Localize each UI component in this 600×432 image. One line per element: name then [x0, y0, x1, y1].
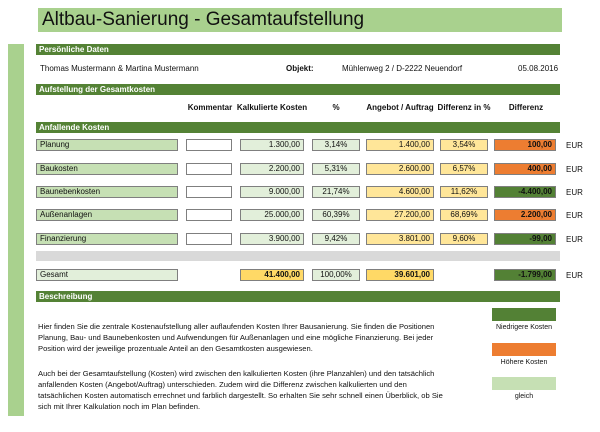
- row-currency: EUR: [566, 165, 583, 174]
- row-calculated[interactable]: 9.000,00: [240, 186, 304, 198]
- row-label: Baunebenkosten: [36, 186, 178, 198]
- row-difference: 400,00: [494, 163, 556, 175]
- row-comment-input[interactable]: [186, 163, 232, 175]
- row-currency: EUR: [566, 235, 583, 244]
- page-title: Altbau-Sanierung - Gesamtaufstellung: [38, 8, 562, 32]
- section-overview: Aufstellung der Gesamtkosten: [36, 84, 560, 95]
- legend-lower-swatch: [492, 308, 556, 321]
- col-header-comment: Kommentar: [187, 103, 233, 112]
- total-percent: 100,00%: [312, 269, 360, 281]
- date-field[interactable]: 05.08.2016: [518, 64, 559, 73]
- col-header-diff-percent: Differenz in %: [437, 103, 491, 112]
- row-calculated[interactable]: 3.900,00: [240, 233, 304, 245]
- col-header-calculated: Kalkulierte Kosten: [236, 103, 308, 112]
- row-percent: 9,42%: [312, 233, 360, 245]
- row-diff-percent: 6,57%: [440, 163, 488, 175]
- row-offer[interactable]: 27.200,00: [366, 209, 434, 221]
- row-calculated[interactable]: 25.000,00: [240, 209, 304, 221]
- row-label: Außenanlagen: [36, 209, 178, 221]
- row-currency: EUR: [566, 141, 583, 150]
- row-comment-input[interactable]: [186, 139, 232, 151]
- row-calculated[interactable]: 2.200,00: [240, 163, 304, 175]
- owner-names[interactable]: Thomas Mustermann & Martina Mustermann: [40, 64, 199, 73]
- row-calculated[interactable]: 1.300,00: [240, 139, 304, 151]
- row-label: Finanzierung: [36, 233, 178, 245]
- col-header-percent: %: [332, 103, 340, 112]
- row-difference: -4.400,00: [494, 186, 556, 198]
- row-comment-input[interactable]: [186, 186, 232, 198]
- legend-lower-label: Niedrigere Kosten: [495, 324, 553, 331]
- row-offer[interactable]: 2.600,00: [366, 163, 434, 175]
- separator-bar: [36, 251, 560, 261]
- description-paragraph-2: Auch bei der Gesamtaufstellung (Kosten) wird zwischen den kalkulierten Kosten (ihre Planzahlen) und den tatsächlich anfallenden Kosten (Angebot/Auftrag) unterschieden. Zudem wird die Differenz zwischen kalkulierten und den tatsächlichen Kosten automatisch errechnet und farblich dargestellt. So erhalten Sie sehr schnell einen Überblick, ob Sie sich mit Ihrer Kalkulation noch im Plan befinden.: [38, 369, 443, 411]
- row-percent: 60,39%: [312, 209, 360, 221]
- row-diff-percent: 68,69%: [440, 209, 488, 221]
- row-difference: -99,00: [494, 233, 556, 245]
- side-strip: [8, 44, 24, 416]
- row-offer[interactable]: 4.600,00: [366, 186, 434, 198]
- total-calculated: 41.400,00: [240, 269, 304, 281]
- col-header-offer: Angebot / Auftrag: [366, 103, 434, 112]
- legend-higher-swatch: [492, 343, 556, 356]
- row-comment-input[interactable]: [186, 233, 232, 245]
- row-label: Planung: [36, 139, 178, 151]
- col-header-difference: Differenz: [508, 103, 544, 112]
- total-currency: EUR: [566, 271, 583, 280]
- row-currency: EUR: [566, 211, 583, 220]
- total-difference: -1.799,00: [494, 269, 556, 281]
- section-costs: Anfallende Kosten: [36, 122, 560, 133]
- row-percent: 5,31%: [312, 163, 360, 175]
- row-offer[interactable]: 3.801,00: [366, 233, 434, 245]
- row-offer[interactable]: 1.400,00: [366, 139, 434, 151]
- row-percent: 3,14%: [312, 139, 360, 151]
- legend-equal-swatch: [492, 377, 556, 390]
- object-label: Objekt:: [286, 64, 314, 73]
- legend-equal-label: gleich: [514, 393, 534, 400]
- row-diff-percent: 3,54%: [440, 139, 488, 151]
- object-address[interactable]: Mühlenweg 2 / D-2222 Neuendorf: [342, 64, 463, 73]
- row-diff-percent: 11,62%: [440, 186, 488, 198]
- row-difference: 2.200,00: [494, 209, 556, 221]
- total-label: Gesamt: [36, 269, 178, 281]
- row-diff-percent: 9,60%: [440, 233, 488, 245]
- total-offer: 39.601,00: [366, 269, 434, 281]
- legend-higher-label: Höhere Kosten: [500, 359, 548, 366]
- row-percent: 21,74%: [312, 186, 360, 198]
- section-personal-data: Persönliche Daten: [36, 44, 560, 55]
- row-currency: EUR: [566, 188, 583, 197]
- row-comment-input[interactable]: [186, 209, 232, 221]
- section-description: Beschreibung: [36, 291, 560, 302]
- row-difference: 100,00: [494, 139, 556, 151]
- row-label: Baukosten: [36, 163, 178, 175]
- description-paragraph-1: Hier finden Sie die zentrale Kostenaufstellung aller auflaufenden Kosten Ihrer Bausanierung. Sie finden die Positionen Planung, Bau- und Baunebenkosten und Aufwendungen für Außenanlagen und eine mögliche Finanzierung. Bei jeder Position wird der jeweilige prozentuale Anteil an den Gesamtkosten ausgewiesen.: [38, 322, 435, 353]
